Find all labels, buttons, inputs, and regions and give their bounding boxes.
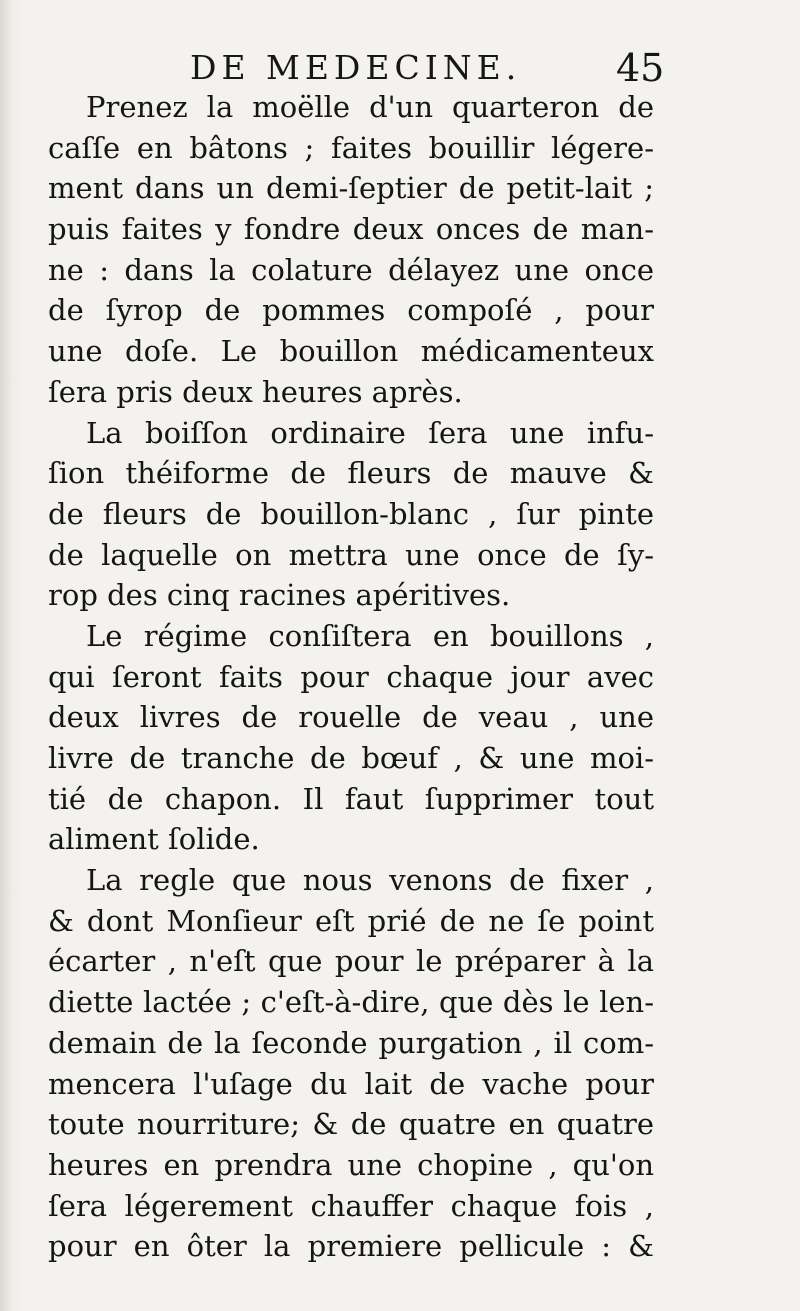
text-line: ne : dans la colature délayez une once (48, 252, 654, 287)
text-line: rop des cinq racines apéritives. (48, 578, 511, 613)
text-line: deux livres de rouelle de veau , une (48, 700, 654, 735)
text-line: & dont Monſieur eſt prié de ne ſe point (48, 903, 654, 938)
text-line: une doſe. Le bouillon médicamenteux (48, 334, 654, 369)
text-line: écarter , n'eſt que pour le préparer à la (48, 944, 654, 979)
text-line: de fleurs de bouillon-blanc , ſur pinte (48, 496, 654, 531)
text-line: de laquelle on mettra une once de ſy- (48, 537, 654, 572)
text-line: heures en prendra une chopine , qu'on (48, 1147, 654, 1182)
text-line: ſera pris deux heures après. (48, 374, 463, 409)
text-line: ment dans un demi-ſeptier de petit-lait ; (48, 171, 654, 206)
text-line: pour en ôter la premiere pellicule : & (48, 1229, 654, 1264)
text-line: ſion théiforme de fleurs de mauve & (48, 456, 654, 491)
paragraph-3 (48, 616, 654, 860)
text-line: aliment ſolide. (48, 822, 260, 857)
text-line: livre de tranche de bœuf , & une moi- (48, 741, 654, 775)
binding-shadow (0, 0, 22, 1311)
running-head: DE MEDECINE. (190, 48, 522, 87)
text-line: La boiſſon ordinaire ſera une infu- (86, 415, 654, 450)
text-line: puis faites y fondre deux onces de man- (48, 212, 654, 247)
text-line: qui ſeront faits pour chaque jour avec (48, 659, 654, 694)
text-line: tié de chapon. Il faut ſupprimer tout (48, 781, 654, 816)
page-number: 45 (616, 46, 665, 90)
text-line: mencera l'uſage du lait de vache pour (48, 1066, 654, 1101)
text-line: Le régime conſiſtera en bouillons , (86, 618, 654, 653)
text-line: Prenez la moëlle d'un quarteron de (86, 90, 654, 124)
text-line: demain de la ſeconde purgation , il com- (48, 1025, 654, 1060)
paragraph-4 (48, 860, 654, 1267)
text-line: caſſe en bâtons ; faites bouillir légere- (48, 130, 654, 165)
text-line: toute nourriture; & de quatre en quatre (48, 1107, 654, 1142)
text-line: de ſyrop de pommes compoſé , pour (48, 293, 654, 328)
text-line: La regle que nous venons de fixer , (86, 863, 654, 898)
text-line: diette lactée ; c'eſt-à-dire, que dès le len- (48, 985, 654, 1020)
paragraph-1 (48, 87, 654, 413)
paragraph-2 (48, 413, 654, 616)
body-text (48, 87, 654, 1267)
text-line: ſera légerement chauffer chaque fois , (48, 1188, 654, 1223)
